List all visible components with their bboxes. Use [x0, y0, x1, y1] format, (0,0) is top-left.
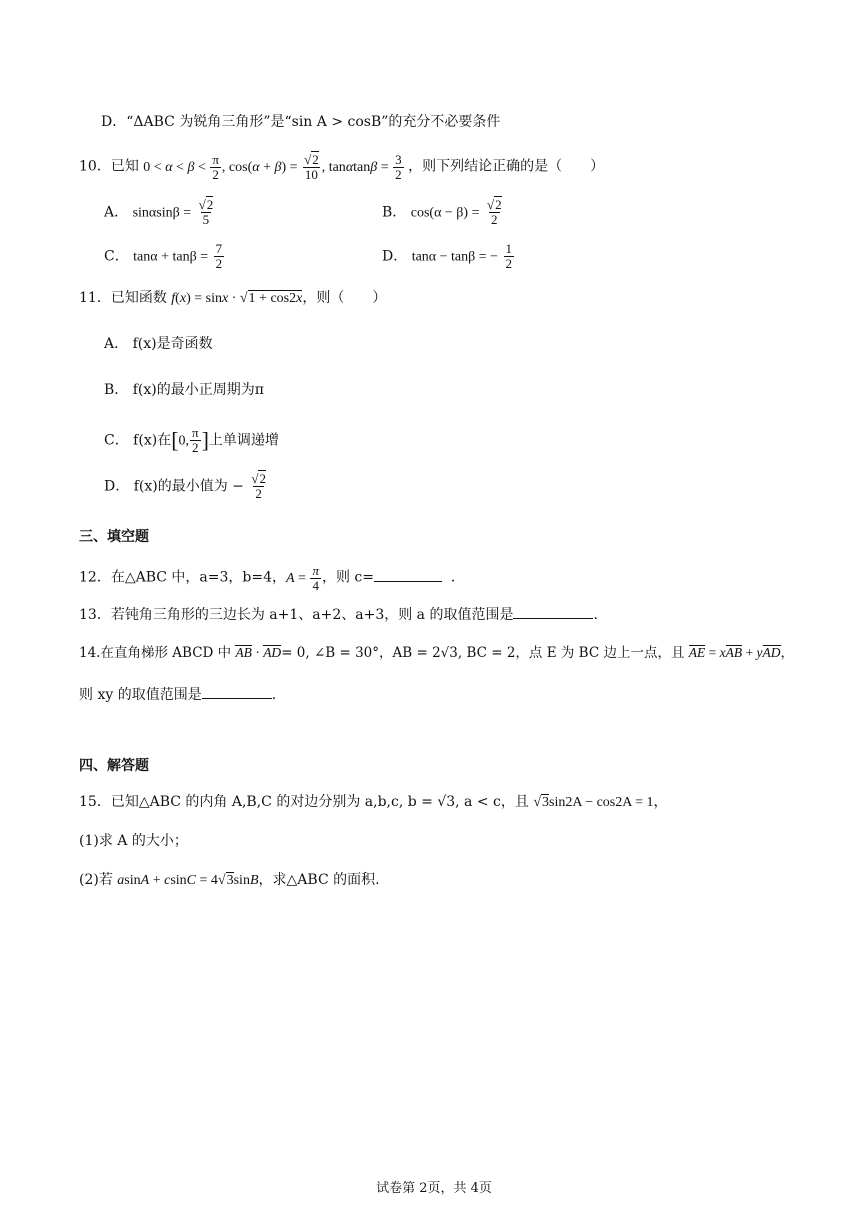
- q11-option-c-label: C．: [104, 432, 129, 449]
- q11-option-c-text-a: f(x)在: [133, 432, 172, 449]
- q11-option-b-text: f(x)的最小正周期为π: [132, 382, 264, 398]
- q10-stem-end: ，则下列结论正确的是（ ）: [408, 158, 605, 175]
- q11-option-d-text: f(x)的最小值为 −: [133, 478, 244, 495]
- q12-answer-blank[interactable]: [374, 567, 442, 582]
- q10-option-a-text: sinαsinβ =: [132, 205, 192, 221]
- q10-option-c-label: C．: [104, 248, 129, 265]
- section-3-title: 三、填空题: [79, 529, 149, 545]
- q10-option-d: D． tanα − tanβ = − $\frac{1}{2}$: [382, 241, 512, 271]
- q11-stem-start: 已知函数: [110, 290, 167, 306]
- q15-line-1: 15．已知△ABC 的内角 A,B,C 的对边分别为 a,b,c, b = √3, a < c，且 √3sin2A − cos2A = 1，: [79, 794, 668, 810]
- q13-text: 若钝角三角形的三边长为 a+1、a+2、a+3，则 a 的取值范围是: [110, 607, 514, 623]
- q13-end: .: [593, 607, 598, 623]
- q11-stem: [79, 289, 386, 308]
- q10-option-d-label: D．: [382, 248, 408, 265]
- q15-text-b: sin2A − cos2A = 1，: [549, 795, 668, 810]
- q11-option-a: [104, 335, 213, 353]
- q9-option-d-text: “ΔABC 为锐角三角形”是“sin A > cosB”的充分不必要条件: [126, 114, 501, 130]
- q15-part-1: (1)求 A 的大小；: [79, 833, 188, 849]
- q10-option-a: A． sinαsinβ = $\frac{√2}{5}$: [104, 197, 214, 227]
- q11-option-d-label: D．: [104, 478, 130, 495]
- q11-option-d: D． f(x)的最小值为 − $\frac{√2}{2}$: [104, 471, 266, 501]
- q11-stem-end: ，则（ ）: [302, 290, 387, 306]
- q15-part-2: (2)若 asinA + csinC = 4√3sinB，求△ABC 的面积.: [79, 872, 380, 888]
- q15-part-2-text-b: ，求△ABC 的面积.: [258, 872, 380, 888]
- q12-text-b: ，则 c=: [321, 569, 375, 586]
- q11-function: f(x) = sinx · √1 + cos2x: [171, 291, 303, 306]
- q11-option-b: [104, 381, 264, 399]
- q13: [79, 604, 598, 624]
- q14-number: 14.: [79, 645, 101, 661]
- q10-condition: 0 < α < β < $\frac{\pi}{2}$ , cos(α + β) = $\frac{√2}{10}$ , tanαtanβ = $\frac{3}{2}$: [143, 152, 402, 182]
- q14-line-2-end: .: [271, 687, 277, 703]
- q9-option-d: [101, 113, 500, 131]
- q10-option-c: C． tanα + tanβ = $\frac{7}{2}$: [104, 241, 223, 271]
- q11-option-b-label: B．: [104, 382, 129, 398]
- q10-number: 10．: [79, 158, 111, 175]
- q11-option-a-text: f(x)是奇函数: [132, 336, 213, 352]
- q13-number: 13．: [79, 607, 111, 623]
- page-footer: 试卷第 2页，共 4页: [376, 1181, 492, 1196]
- q12-text-a: 在△ABC 中，a=3，b=4，: [110, 569, 286, 586]
- q12-number: 12．: [79, 569, 111, 586]
- q10-option-b: B． cos(α − β) = $\frac{√2}{2}$: [382, 197, 502, 227]
- q15-part-2-text-a: (2)若: [79, 872, 113, 888]
- q10-stem-start: 已知: [110, 158, 139, 175]
- q13-answer-blank[interactable]: [513, 604, 593, 619]
- q11-option-a-label: A．: [104, 336, 129, 352]
- q11-option-c: C． f(x)在[0, $\frac{\pi}{2}$ ]上单调递增: [104, 425, 279, 455]
- q12: 12．在△ABC 中，a=3，b=4，A = $\frac{\pi}{4}$ ，则 c= ．: [79, 563, 465, 593]
- q14-text-b: = 0, ∠B = 30°，AB = 2√3, BC = 2，点 E 为 BC 边上一点，且: [281, 645, 685, 661]
- q14-line-2: [79, 684, 276, 704]
- q11-option-c-text-b: 上单调递增: [208, 432, 279, 449]
- q14-answer-blank[interactable]: [202, 684, 272, 699]
- q15-text-a: 已知△ABC 的内角 A,B,C 的对边分别为 a,b,c, b = √3, a < c，且: [110, 794, 529, 810]
- q10-stem: [79, 153, 604, 182]
- q10-option-a-label: A．: [104, 204, 129, 221]
- q10-option-b-label: B．: [382, 204, 407, 221]
- q15-number: 15．: [79, 794, 111, 810]
- q14-text-a: 在直角梯形 ABCD 中: [100, 645, 232, 661]
- q11-number: 11．: [79, 290, 111, 306]
- q12-end: ．: [450, 569, 465, 586]
- section-4-title: 四、解答题: [79, 758, 149, 774]
- q10-option-b-text: cos(α − β) =: [410, 205, 480, 221]
- q9-option-d-label: D．: [101, 114, 127, 130]
- q14-line-1: 14.在直角梯形 ABCD 中 AB · AD= 0, ∠B = 30°，AB = 2√3, BC = 2，点 E 为 BC 边上一点，且 AE = xAB + yAD，: [79, 645, 794, 661]
- q14-line-2-text: 则 xy 的取值范围是: [79, 687, 202, 703]
- q10-option-d-text: tanα − tanβ = −: [411, 249, 499, 265]
- q10-option-c-text: tanα + tanβ =: [133, 249, 209, 265]
